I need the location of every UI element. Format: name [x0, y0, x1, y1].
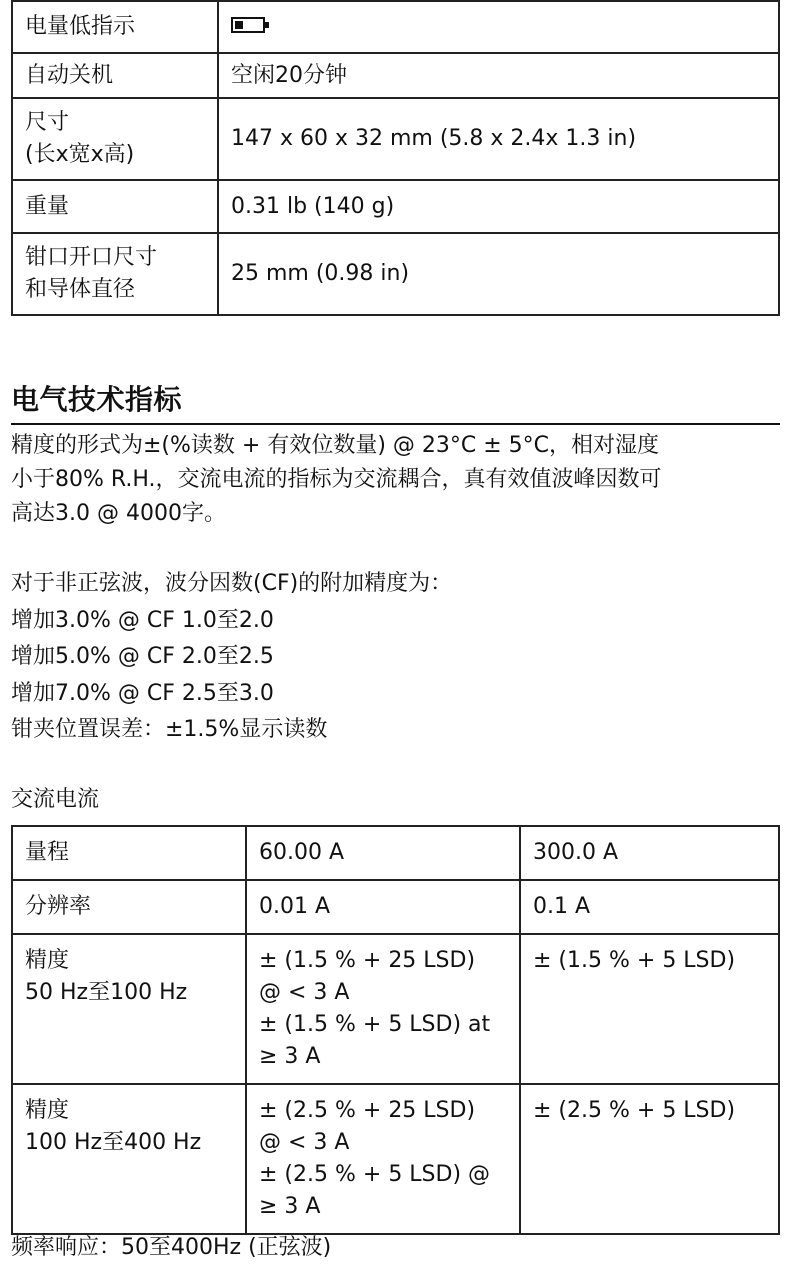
spec-key: 重量: [12, 180, 218, 233]
crest-factor-paragraph: [11, 566, 452, 749]
section-heading: 电气技术指标: [11, 383, 183, 416]
paragraph-line: 增加7.0% @ CF 2.5至3.0: [11, 680, 274, 706]
paragraph-line: 小于80% R.H.，交流电流的指标为交流耦合，真有效值波峰因数可: [11, 467, 662, 492]
cell-line: @ < 3 A: [259, 1130, 350, 1155]
heading-divider: [11, 423, 780, 425]
range-300a-cell: [520, 1084, 779, 1234]
accuracy-paragraph: [11, 429, 662, 531]
spec-value: 25 mm (0.98 in): [218, 233, 779, 315]
row-label: [12, 934, 246, 1084]
paragraph-line: 增加5.0% @ CF 2.0至2.5: [11, 644, 274, 669]
spec-key: 自动关机: [12, 53, 218, 98]
spec-value: 0.31 lb (140 g): [218, 180, 779, 233]
table-row: [12, 1084, 779, 1234]
cell-line: ± (2.5 % + 5 LSD): [533, 1098, 736, 1123]
spec-key-line: 尺寸: [25, 110, 70, 135]
row-label: 分辨率: [12, 880, 246, 934]
cell-line: ± (1.5 % + 5 LSD) at: [259, 1012, 491, 1037]
cell-line: ± (2.5 % + 25 LSD): [259, 1098, 476, 1123]
spec-key: [12, 233, 218, 315]
cell-line: 50 Hz至100 Hz: [25, 980, 188, 1005]
cell-line: ± (1.5 % + 25 LSD): [259, 948, 476, 973]
spec-key-line: (长x宽x高): [25, 142, 135, 167]
paragraph-line: 增加3.0% @ CF 1.0至2.0: [11, 607, 274, 633]
spec-value: [218, 1, 779, 53]
range-300a-cell: [520, 934, 779, 1084]
spec-key: 电量低指示: [12, 1, 218, 53]
table-row: [12, 1, 779, 53]
paragraph-line: 高达3.0 @ 4000字。: [11, 501, 226, 526]
range-60a-cell: [246, 1084, 520, 1234]
cell-line: @ < 3 A: [259, 980, 350, 1005]
range-60a-cell: 0.01 A: [246, 880, 520, 934]
paragraph-line: 对于非正弦波，波分因数(CF)的附加精度为：: [11, 571, 453, 596]
range-60a-cell: 60.00 A: [246, 826, 520, 880]
table-row: [12, 233, 779, 315]
battery-low-icon: [231, 17, 265, 33]
spec-key: [12, 98, 218, 180]
spec-key-line: 钳口开口尺寸: [25, 245, 158, 270]
spec-value: 147 x 60 x 32 mm (5.8 x 2.4x 1.3 in): [218, 98, 779, 180]
range-60a-cell: [246, 934, 520, 1084]
cell-line: ± (1.5 % + 5 LSD): [533, 948, 736, 973]
table-row: [12, 180, 779, 233]
range-300a-cell: 300.0 A: [520, 826, 779, 880]
frequency-response: 频率响应：50至400Hz (正弦波): [11, 1235, 332, 1260]
ac-current-table: [11, 825, 780, 1235]
row-label: [12, 1084, 246, 1234]
paragraph-line: 精度的形式为±(%读数 + 有效位数量) @ 23°C ± 5°C，相对湿度: [11, 433, 660, 458]
paragraph-line: 钳夹位置误差：±1.5%显示读数: [11, 717, 328, 742]
table-row: [12, 880, 779, 934]
cell-line: ≥ 3 A: [259, 1194, 321, 1219]
cell-line: 精度: [25, 948, 70, 973]
table-row: [12, 826, 779, 880]
table-row: [12, 53, 779, 98]
cell-line: 100 Hz至400 Hz: [25, 1130, 202, 1155]
spec-key-line: 和导体直径: [25, 277, 136, 302]
cell-line: 精度: [25, 1098, 70, 1123]
spec-table: [11, 0, 780, 316]
cell-line: ≥ 3 A: [259, 1044, 321, 1069]
spec-value: 空闲20分钟: [218, 53, 779, 98]
ac-current-title: 交流电流: [11, 787, 100, 812]
cell-line: ± (2.5 % + 5 LSD) @: [259, 1162, 491, 1187]
table-row: [12, 934, 779, 1084]
table-row: [12, 98, 779, 180]
range-300a-cell: 0.1 A: [520, 880, 779, 934]
row-label: 量程: [12, 826, 246, 880]
